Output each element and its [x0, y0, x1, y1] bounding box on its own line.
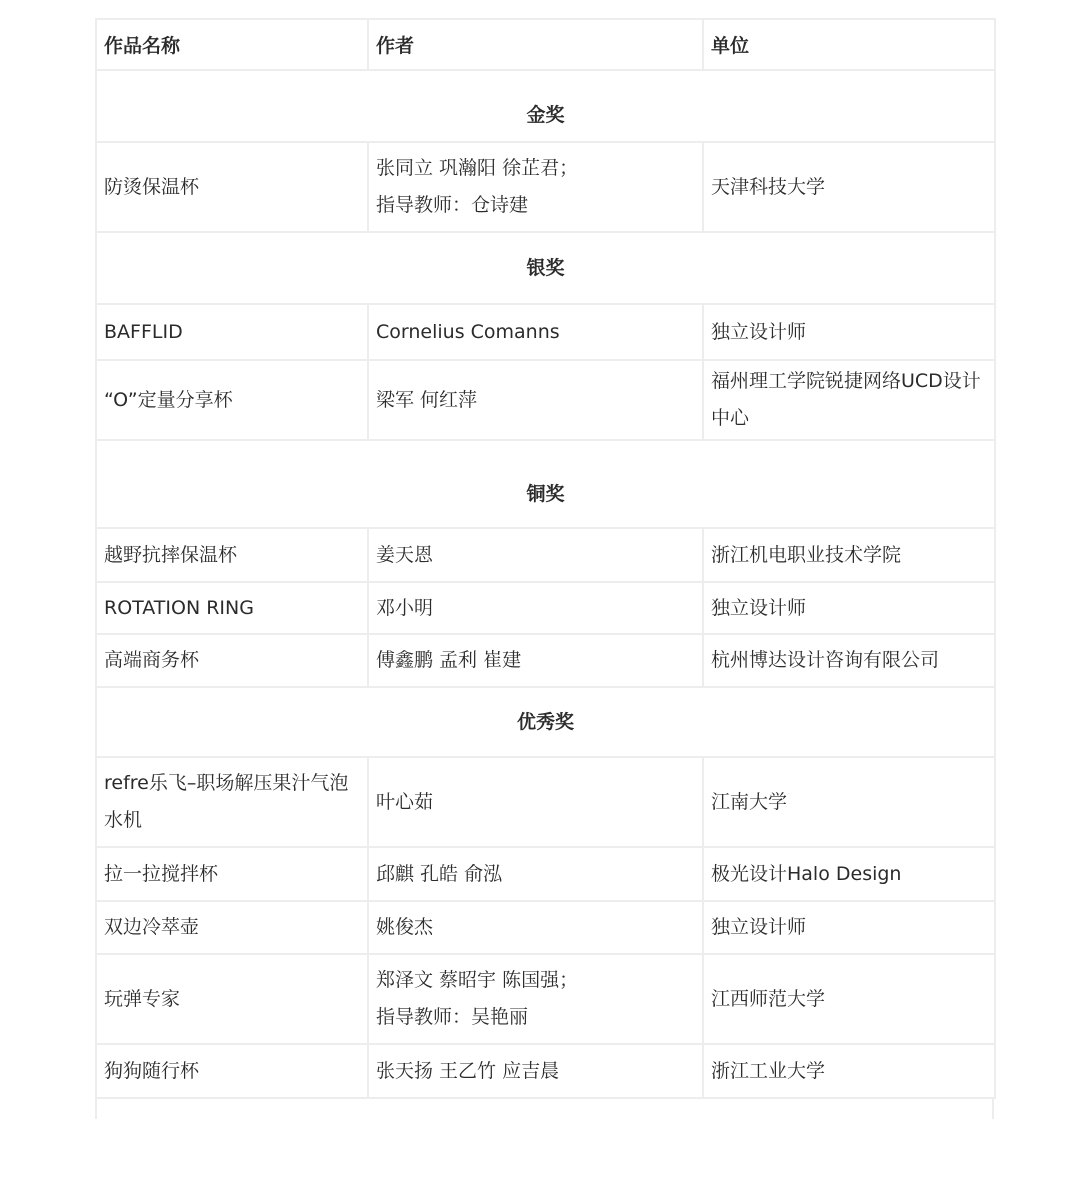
- author-line: 梁军 何红萍: [376, 388, 478, 411]
- cell-work-name: 双边冷萃壶: [96, 901, 368, 954]
- table-continuation: [95, 1099, 994, 1119]
- cell-authors: [368, 901, 703, 954]
- table-row: [96, 847, 995, 901]
- award-title: 金奖: [96, 70, 995, 142]
- cell-organization: 福州理工学院锐捷网络UCD设计中心: [703, 360, 995, 440]
- author-line: 郑泽文 蔡昭宇 陈国强；: [376, 969, 579, 991]
- author-line: 傅鑫鹏 孟利 崔建: [376, 649, 522, 671]
- author-line: 指导教师：吴艳丽: [376, 1006, 529, 1028]
- table-header-row: [96, 19, 995, 70]
- cell-organization: 独立设计师: [703, 582, 995, 634]
- award-section-row: [96, 440, 995, 528]
- cell-organization: 天津科技大学: [703, 142, 995, 232]
- cell-work-name: 狗狗随行杯: [96, 1044, 368, 1098]
- table-row: [96, 528, 995, 582]
- awards-table: [95, 18, 996, 1099]
- cell-work-name: refre乐飞–职场解压果汁气泡水机: [96, 757, 368, 847]
- header-work-name: 作品名称: [96, 19, 368, 70]
- cell-work-name: 拉一拉搅拌杯: [96, 847, 368, 901]
- award-section-row: [96, 70, 995, 142]
- author-line: 邱麒 孔皓 俞泓: [376, 862, 503, 885]
- author-line: 指导教师：仓诗建: [376, 194, 529, 216]
- table-body: [96, 70, 995, 1098]
- table-row: [96, 360, 995, 440]
- cell-organization: 浙江工业大学: [703, 1044, 995, 1098]
- cell-work-name: 防烫保温杯: [96, 142, 368, 232]
- author-line: 张同立 巩瀚阳 徐芷君；: [376, 157, 579, 179]
- table-row: [96, 757, 995, 847]
- cell-work-name: 高端商务杯: [96, 634, 368, 687]
- cell-organization: 江南大学: [703, 757, 995, 847]
- table-row: [96, 142, 995, 232]
- awards-table-container: [95, 18, 994, 1119]
- author-line: 叶心茹: [376, 790, 434, 813]
- cell-organization: 独立设计师: [703, 304, 995, 360]
- table-row: [96, 582, 995, 634]
- cell-authors: [368, 582, 703, 634]
- cell-authors: [368, 360, 703, 440]
- cell-organization: 江西师范大学: [703, 954, 995, 1044]
- award-section-row: [96, 232, 995, 304]
- award-title: 优秀奖: [96, 687, 995, 757]
- cell-organization: 极光设计Halo Design: [703, 847, 995, 901]
- cell-work-name: BAFFLID: [96, 304, 368, 360]
- cell-work-name: “O”定量分享杯: [96, 360, 368, 440]
- table-row: [96, 634, 995, 687]
- table-row: [96, 954, 995, 1044]
- cell-authors: [368, 954, 703, 1044]
- cell-authors: [368, 142, 703, 232]
- cell-work-name: 玩弹专家: [96, 954, 368, 1044]
- author-line: Cornelius Comanns: [376, 320, 560, 343]
- award-title: 铜奖: [96, 440, 995, 528]
- cell-work-name: 越野抗摔保温杯: [96, 528, 368, 582]
- header-author: 作者: [368, 19, 703, 70]
- cell-work-name: ROTATION RING: [96, 582, 368, 634]
- cell-authors: [368, 757, 703, 847]
- author-line: 姜天恩: [376, 543, 434, 566]
- cell-authors: [368, 634, 703, 687]
- author-line: 张天扬 王乙竹 应吉晨: [376, 1059, 560, 1082]
- cell-authors: [368, 1044, 703, 1098]
- award-title: 银奖: [96, 232, 995, 304]
- cell-authors: [368, 304, 703, 360]
- table-row: [96, 304, 995, 360]
- table-row: [96, 901, 995, 954]
- header-organization: 单位: [703, 19, 995, 70]
- table-row: [96, 1044, 995, 1098]
- cell-authors: [368, 847, 703, 901]
- author-line: 邓小明: [376, 596, 434, 619]
- award-section-row: [96, 687, 995, 757]
- cell-organization: 杭州博达设计咨询有限公司: [703, 634, 995, 687]
- author-line: 姚俊杰: [376, 916, 434, 938]
- cell-organization: 独立设计师: [703, 901, 995, 954]
- cell-organization: 浙江机电职业技术学院: [703, 528, 995, 582]
- cell-authors: [368, 528, 703, 582]
